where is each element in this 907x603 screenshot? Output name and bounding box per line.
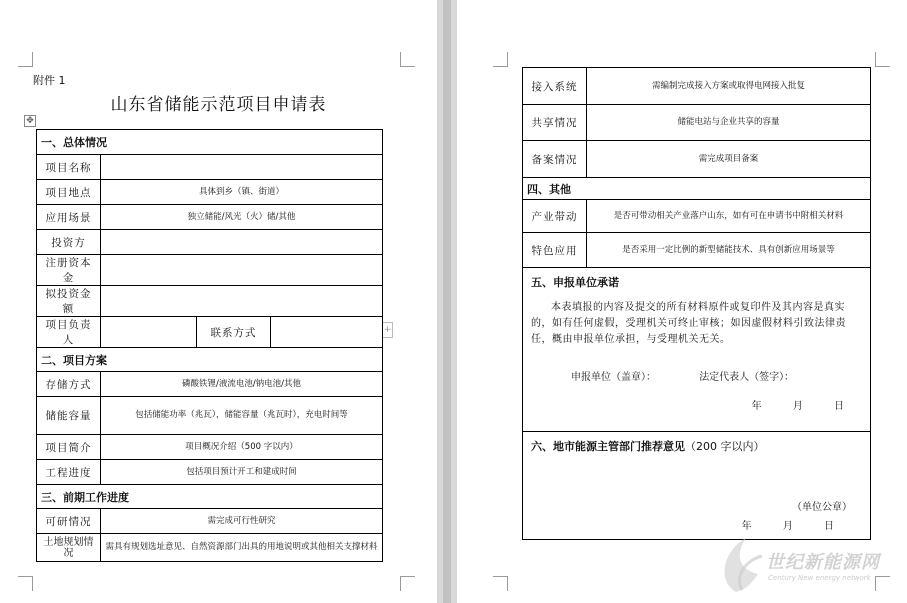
project-location-field[interactable]: 具体到乡（镇、街道） <box>101 180 383 205</box>
field-label: 土地规划情况 <box>37 534 101 562</box>
form-title: 山东省储能示范项目申请表 <box>110 95 327 115</box>
signature-line <box>531 368 862 383</box>
crop-mark <box>875 52 890 67</box>
field-label: 项目负责人 <box>37 317 101 348</box>
investor-field[interactable] <box>101 230 383 255</box>
field-label: 备案情况 <box>523 141 587 178</box>
watermark-subtext: Century New energy network <box>768 574 871 582</box>
section-preliminary-work: 三、前期工作进度 <box>37 485 383 509</box>
table-move-handle-icon[interactable]: ✥ <box>24 115 36 127</box>
project-intro-field[interactable]: 项目概况介绍（500 字以内） <box>101 435 383 460</box>
field-label: 应用场景 <box>37 205 101 230</box>
field-label: 可研情况 <box>37 509 101 534</box>
section-project-plan: 二、项目方案 <box>37 348 383 372</box>
crop-mark <box>400 576 415 591</box>
sharing-field[interactable]: 储能电站与企业共享的容量 <box>587 105 871 141</box>
application-form-table-part1 <box>36 129 383 562</box>
field-label: 工程进度 <box>37 460 101 485</box>
project-progress-field[interactable]: 包括项目预计开工和建成时间 <box>101 460 383 485</box>
opinion-length-note: （200 字以内） <box>685 440 765 453</box>
table-add-column-icon[interactable]: + <box>382 322 393 338</box>
field-label: 共享情况 <box>523 105 587 141</box>
section-other: 四、其他 <box>523 178 871 200</box>
field-label: 投资方 <box>37 230 101 255</box>
project-name-field[interactable] <box>101 155 383 180</box>
opinion-heading <box>531 438 862 454</box>
pledge-date: 年 月 日 <box>751 401 858 412</box>
section-pledge: 五、申报单位承诺 <box>531 276 619 289</box>
pledge-text: 本表填报的内容及提交的所有材料原件或复印件及其内容是真实的，如有任何虚假，受理机关可终止审核；如因虚假材料引致法律责任，概由申报单位承担，与受理机关无关。 <box>531 302 846 345</box>
planned-investment-field[interactable] <box>101 286 383 317</box>
storage-capacity-field[interactable]: 包括储能功率（兆瓦），储能容量（兆瓦时），充电时间等 <box>101 397 383 435</box>
unit-seal-label: （单位公章） <box>792 502 852 513</box>
applicant-seal-label: 申报单位（盖章）： <box>571 372 656 383</box>
crop-mark <box>493 52 508 67</box>
field-label: 产业带动 <box>523 200 587 233</box>
field-label: 注册资本金 <box>37 255 101 286</box>
legal-rep-sign-label: 法定代表人（签字）： <box>699 372 795 383</box>
registered-capital-field[interactable] <box>101 255 383 286</box>
grid-connection-field[interactable]: 需编制完成接入方案或取得电网接入批复 <box>587 68 871 105</box>
field-label: 接入系统 <box>523 68 587 105</box>
crop-mark <box>18 576 33 591</box>
field-label: 项目名称 <box>37 155 101 180</box>
attachment-label: 附件 1 <box>33 74 66 87</box>
section-recommendation: 六、地市能源主管部门推荐意见 <box>531 440 685 453</box>
field-label: 储能容量 <box>37 397 101 435</box>
land-planning-field[interactable]: 需具有规划选址意见、自然资源部门出具的用地说明或其他相关支撑材料 <box>101 534 383 562</box>
storage-method-field[interactable]: 磷酸铁锂/液流电池/钠电池/其他 <box>101 372 383 397</box>
crop-mark <box>400 52 415 67</box>
application-form-table-part2 <box>522 67 871 540</box>
field-label: 项目地点 <box>37 180 101 205</box>
filing-field[interactable]: 需完成项目备案 <box>587 141 871 178</box>
opinion-date: 年 月 日 <box>741 521 848 532</box>
pledge-cell <box>523 268 871 432</box>
opinion-cell[interactable] <box>523 432 871 540</box>
industry-driving-field[interactable]: 是否可带动相关产业落户山东，如有可在申请书中附相关材料 <box>587 200 871 233</box>
special-application-field[interactable]: 是否采用一定比例的新型储能技术、具有创新应用场景等 <box>587 233 871 268</box>
field-label: 联系方式 <box>197 317 271 348</box>
document-page-left <box>0 0 437 603</box>
section-general: 一、总体情况 <box>37 130 383 155</box>
field-label: 项目简介 <box>37 435 101 460</box>
field-label: 拟投资金额 <box>37 286 101 317</box>
feasibility-study-field[interactable]: 需完成可行性研究 <box>101 509 383 534</box>
site-watermark <box>706 530 906 600</box>
field-label: 存储方式 <box>37 372 101 397</box>
crop-mark <box>493 576 508 591</box>
crop-mark <box>18 52 33 67</box>
application-scenario-field[interactable]: 独立储能/风光（火）储/其他 <box>101 205 383 230</box>
field-label: 特色应用 <box>523 233 587 268</box>
project-leader-field[interactable] <box>101 317 197 348</box>
contact-field[interactable] <box>271 317 383 348</box>
watermark-text: 世纪新能源网 <box>766 552 880 573</box>
page-divider <box>443 0 451 603</box>
